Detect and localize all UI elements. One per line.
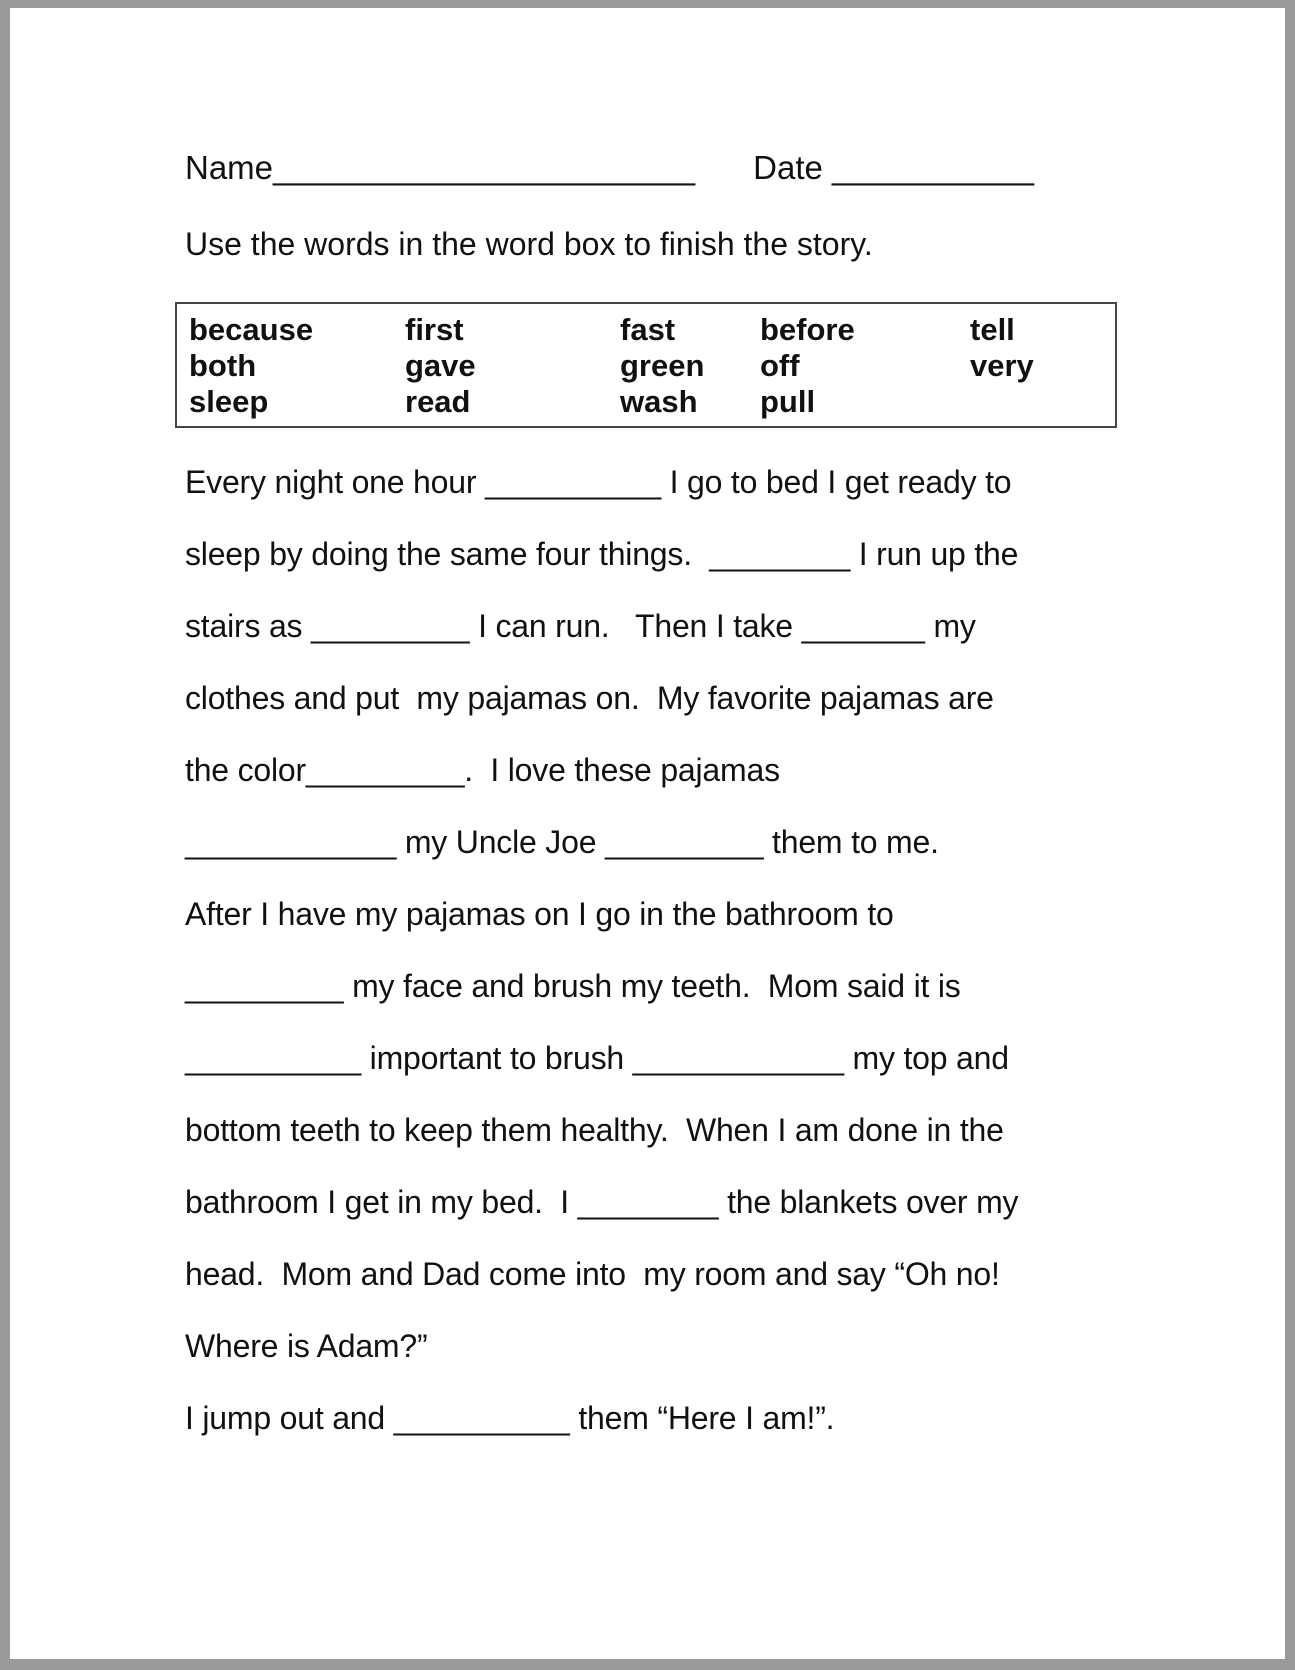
story-line: stairs as _________ I can run. Then I take _______ my [185,608,976,644]
story-line: I jump out and __________ them “Here I am!”. [185,1400,835,1436]
date-field-group [753,148,1034,188]
word-box-word: tell [970,312,1015,347]
word-box-word: gave [405,348,476,383]
word-box-word: very [970,348,1034,383]
story-line: the color_________. I love these pajamas [185,752,780,788]
story-line: bathroom I get in my bed. I ________ the blankets over my [185,1184,1019,1220]
word-box-word: pull [760,384,816,419]
date-label: Date [753,149,823,186]
name-label: Name [185,149,274,186]
story-line: clothes and put my pajamas on. My favorite pajamas are [185,680,994,716]
word-box-word: off [760,348,800,383]
worksheet-page [10,8,1285,1659]
word-box-word: wash [620,384,698,419]
name-field-group [185,148,695,188]
word-box-word: fast [620,312,676,347]
word-box-word: before [760,312,855,347]
story-line: ____________ my Uncle Joe _________ them to me. [185,824,939,860]
worksheet-content [185,148,1145,1474]
word-box-word: sleep [189,384,269,419]
word-box-word: because [189,312,314,347]
story-line: __________ important to brush ____________ my top and [185,1040,1009,1076]
word-box-word: first [405,312,464,347]
name-blank-line: _______________________ [273,149,696,186]
word-box-word: green [620,348,705,383]
story-line: head. Mom and Dad come into my room and say “Oh no! [185,1256,1000,1292]
instruction-text: Use the words in the word box to finish the story. [185,226,873,262]
story-line: After I have my pajamas on I go in the bathroom to [185,896,894,932]
word-box [175,302,1117,428]
story-line: sleep by doing the same four things. ________ I run up the [185,536,1019,572]
word-box-word: read [405,384,471,419]
date-blank-line: ___________ [822,149,1034,186]
story-text [185,466,1145,1435]
story-line: Every night one hour __________ I go to bed I get ready to [185,464,1012,500]
story-line: Where is Adam?” [185,1328,428,1364]
word-box-word [970,384,1115,420]
word-box-word: both [189,348,257,383]
worksheet-header [185,148,1145,188]
story-line: _________ my face and brush my teeth. Mom said it is [185,968,961,1004]
story-line: bottom teeth to keep them healthy. When I am done in the [185,1112,1004,1148]
